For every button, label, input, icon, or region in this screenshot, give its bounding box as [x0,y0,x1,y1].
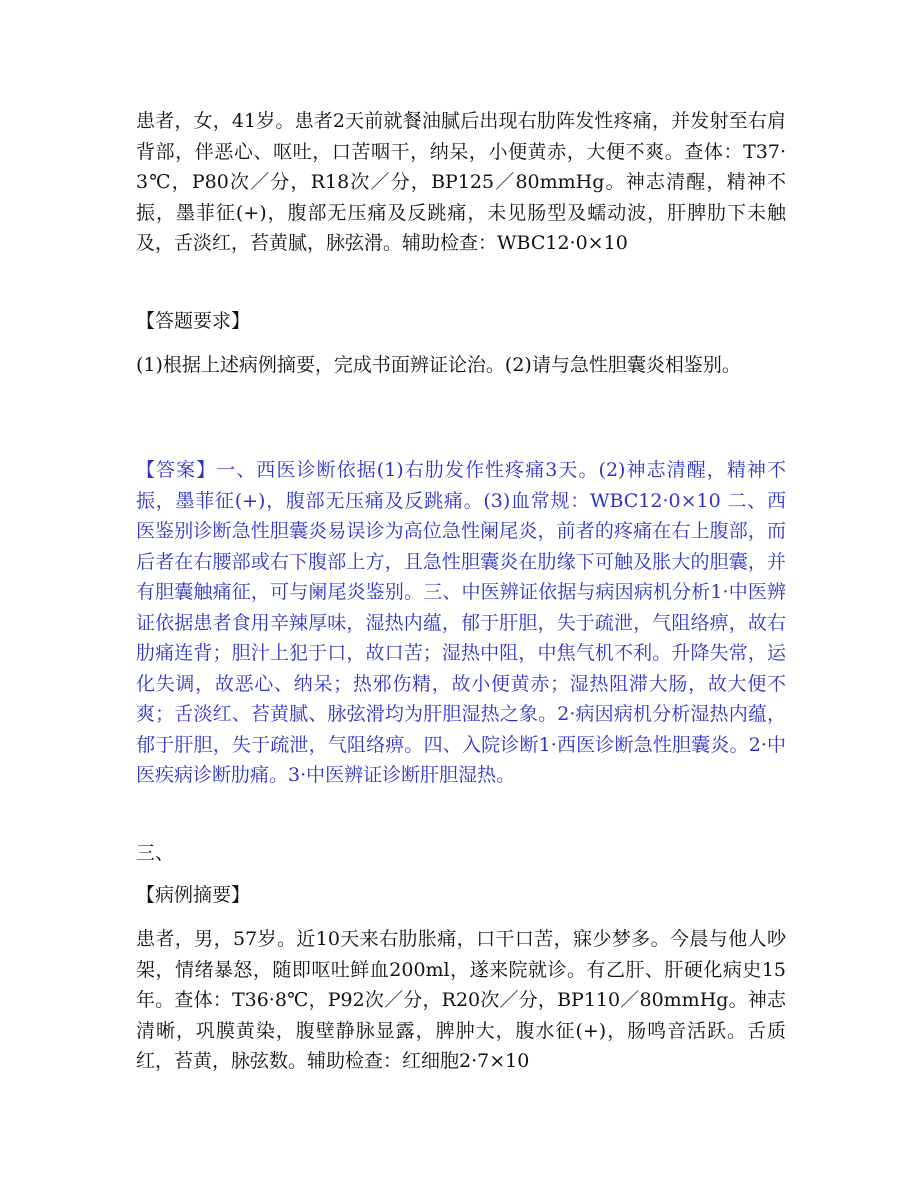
requirement-heading: 【答题要求】 [136,310,251,332]
requirement-text: (1)根据上述病例摘要，完成书面辨证论治。(2)请与急性胆囊炎相鉴别。 [136,354,741,376]
case-summary-paragraph: 患者，女，41岁。患者2天前就餐油腻后出现右肋阵发性疼痛，并发射至右肩背部，伴恶心、呕吐，口苦咽干，纳呆，小便黄赤，大便不爽。查体：T37·3℃，P80次／分，R18次／分，BP125／80mmHg。神志清醒，精神不振，墨菲征(+)，腹部无压痛及反跳痛，未见肠型及蠕动波，肝脾肋下未触及，舌淡红，苔黄腻，脉弦滑。辅助检查：WBC12·0×10 [136,110,786,254]
answer-paragraph: 【答案】一、西医诊断依据(1)右肋发作性疼痛3天。(2)神志清醒，精神不振，墨菲征(+)，腹部无压痛及反跳痛。(3)血常规：WBC12·0×10 二、西医鉴别诊断急性胆囊炎易误诊为高位急性阑尾炎，前者的疼痛在右上腹部，而后者在右腰部或右下腹部上方，且急性胆囊炎在肋缘下可触及胀大的胆囊，并有胆囊触痛征，可与阑尾炎鉴别。三、中医辨证依据与病因病机分析1·中医辨证依据患者食用辛辣厚味，湿热内蕴，郁于肝胆，失于疏泄，气阻络痹，故右肋痛连背；胆汁上犯于口，故口苦；湿热中阻，中焦气机不利。升降失常，运化失调，故恶心、纳呆；热邪伤精，故小便黄赤；湿热阻滞大肠，故大便不爽；舌淡红、苔黄腻、脉弦滑均为肝胆湿热之象。2·病因病机分析湿热内蕴，郁于肝胆，失于疏泄，气阻络痹。四、入院诊断1·西医诊断急性胆囊炎。2·中医疾病诊断肋痛。3·中医辨证诊断肝胆湿热。 [136,459,786,786]
section-number: 三、 [136,842,175,864]
case-summary-paragraph-2: 患者，男，57岁。近10天来右肋胀痛，口干口苦，寐少梦多。今晨与他人吵架，情绪暴怒，随即呕吐鲜血200ml，遂来院就诊。有乙肝、肝硬化病史15年。查体：T36·8℃，P92次／分，R20次／分，BP110／80mmHg。神志清晰，巩膜黄染，腹壁静脉显露，脾肿大，腹水征(+)，肠鸣音活跃。舌质红，苔黄，脉弦数。辅助检查：红细胞2·7×10 [136,928,786,1072]
case-summary-heading: 【病例摘要】 [136,884,251,906]
